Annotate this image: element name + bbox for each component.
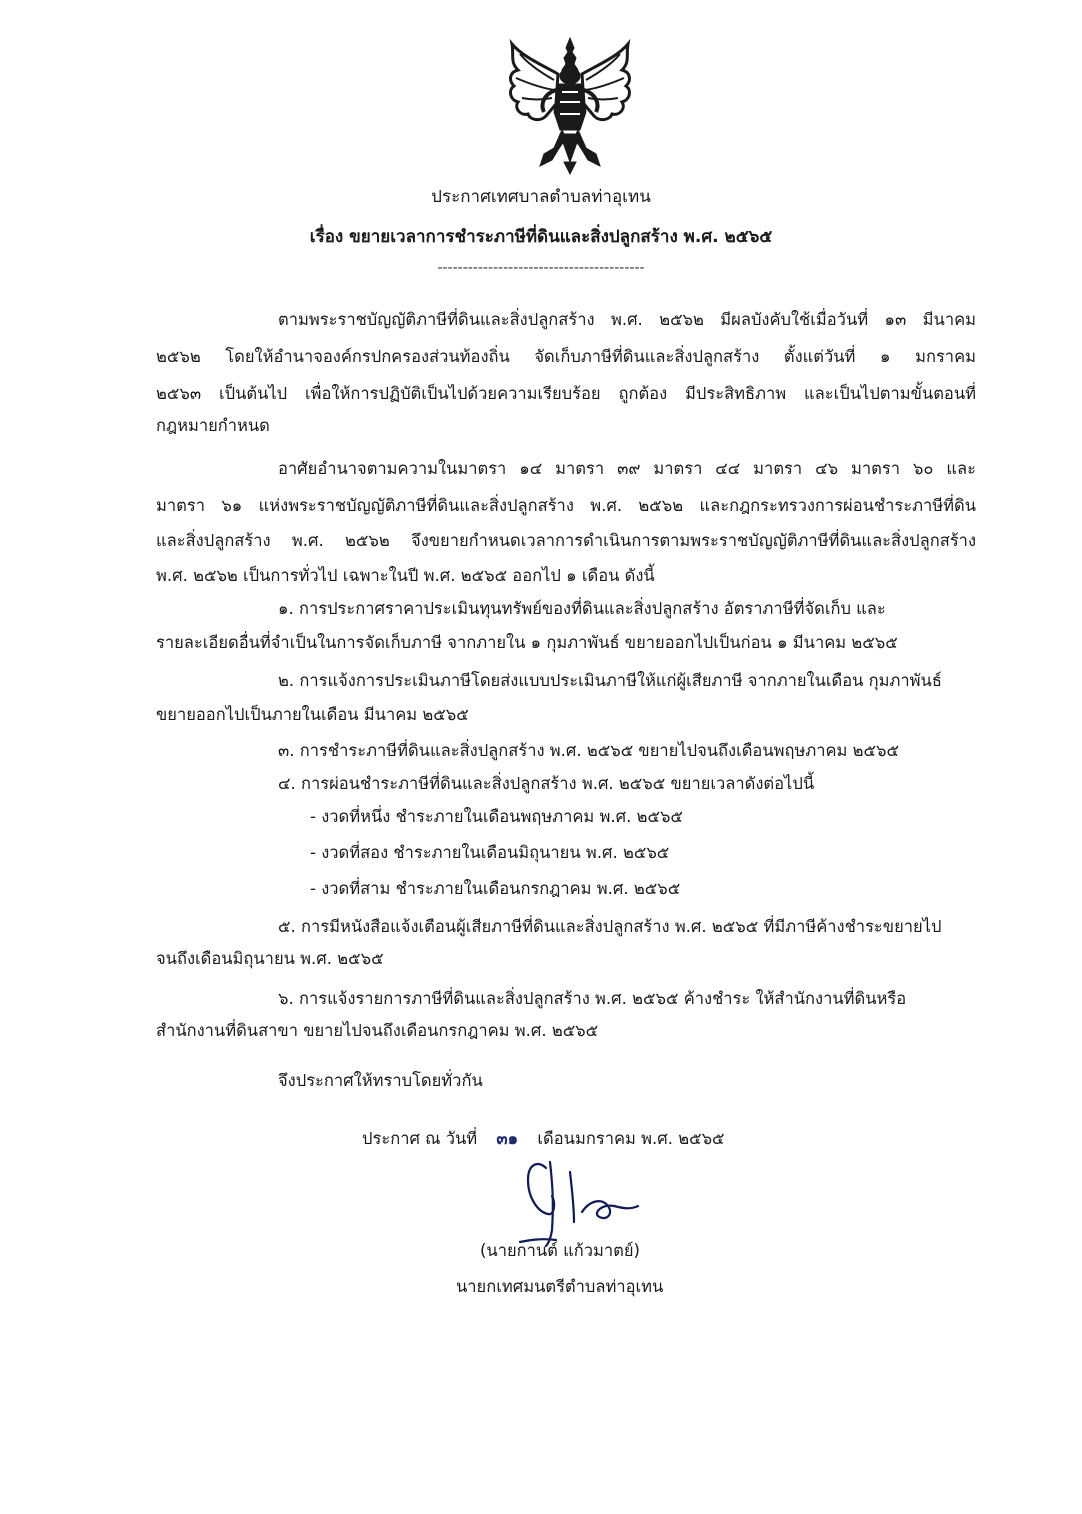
- paragraph-2-line-4: พ.ศ. ๒๕๖๒ เป็นการทั่วไป เฉพาะในปี พ.ศ. ๒๕๖๕ ออกไป ๑ เดือน ดังนี้: [156, 566, 655, 585]
- item-2-line-1: ๒. การแจ้งการประเมินภาษีโดยส่งแบบประเมินภาษีให้แก่ผู้เสียภาษี จากภายในเดือน กุมภาพันธ์: [278, 671, 942, 690]
- announcement-subject: เรื่อง ขยายเวลาการชำระภาษีที่ดินและสิ่งปลูกสร้าง พ.ศ. ๒๕๖๕: [309, 227, 773, 247]
- item-6-line-1: ๖. การแจ้งรายการภาษีที่ดินและสิ่งปลูกสร้าง พ.ศ. ๒๕๖๕ ค้างชำระ ให้สำนักงานที่ดินหรือ: [278, 989, 907, 1008]
- title-divider: -----------------------------------------: [437, 260, 645, 276]
- item-6-line-2: สำนักงานที่ดินสาขา ขยายไปจนถึงเดือนกรกฎาคม พ.ศ. ๒๕๖๕: [156, 1021, 599, 1040]
- installment-1: - งวดที่หนึ่ง ชำระภายในเดือนพฤษภาคม พ.ศ. ๒๕๖๕: [310, 807, 683, 826]
- item-5-line-2: จนถึงเดือนมิถุนายน พ.ศ. ๒๕๖๕: [156, 949, 384, 968]
- date-prefix: ประกาศ ณ วันที่: [362, 1129, 478, 1148]
- installment-3: - งวดที่สาม ชำระภายในเดือนกรกฎาคม พ.ศ. ๒๕๖๕: [310, 879, 681, 898]
- paragraph-1-line-1: ตามพระราชบัญญัติภาษีที่ดินและสิ่งปลูกสร้าง พ.ศ. ๒๕๖๒ มีผลบังคับใช้เมื่อวันที่ ๑๓ มีนาคม: [278, 310, 976, 329]
- announcement-title: ประกาศเทศบาลตำบลท่าอุเทน: [431, 187, 651, 207]
- paragraph-2-line-1: อาศัยอำนาจตามความในมาตรา ๑๔ มาตรา ๓๙ มาตรา ๔๔ มาตรา ๔๖ มาตรา ๖๐ และ: [278, 459, 976, 478]
- item-2-line-2: ขยายออกไปเป็นภายในเดือน มีนาคม ๒๕๖๕: [156, 705, 469, 724]
- signer-name: (นายกานต์ แก้วมาตย์): [480, 1241, 640, 1260]
- item-3: ๓. การชำระภาษีที่ดินและสิ่งปลูกสร้าง พ.ศ. ๒๕๖๕ ขยายไปจนถึงเดือนพฤษภาคม ๒๕๖๕: [278, 741, 899, 760]
- item-1-line-1: ๑. การประกาศราคาประเมินทุนทรัพย์ของที่ดินและสิ่งปลูกสร้าง อัตราภาษีที่จัดเก็บ และ: [278, 599, 886, 618]
- paragraph-1-line-3: ๒๕๖๓ เป็นต้นไป เพื่อให้การปฏิบัติเป็นไปด้วยความเรียบร้อย ถูกต้อง มีประสิทธิภาพ และเป็นไปตามขั้นตอนที่: [156, 384, 976, 403]
- paragraph-1-line-2: ๒๕๖๒ โดยให้อำนาจองค์กรปกครองส่วนท้องถิ่น จัดเก็บภาษีที่ดินและสิ่งปลูกสร้าง ตั้งแต่วันที่ ๑ มกราคม: [156, 347, 976, 366]
- date-suffix: เดือนมกราคม พ.ศ. ๒๕๖๕: [537, 1129, 725, 1148]
- date-day: ๓๑: [496, 1129, 519, 1148]
- handwritten-signature: [490, 1150, 650, 1250]
- item-1-line-2: รายละเอียดอื่นที่จำเป็นในการจัดเก็บภาษี จากภายใน ๑ กุมภาพันธ์ ขยายออกไปเป็นก่อน ๑ มีนาคม ๒๕๖๕: [156, 633, 898, 652]
- item-4: ๔. การผ่อนชำระภาษีที่ดินและสิ่งปลูกสร้าง พ.ศ. ๒๕๖๕ ขยายเวลาดังต่อไปนี้: [278, 774, 815, 793]
- garuda-emblem-icon: [500, 34, 640, 176]
- announcement-date: [362, 1128, 725, 1150]
- paragraph-2-line-3: และสิ่งปลูกสร้าง พ.ศ. ๒๕๖๒ จึงขยายกำหนดเวลาการดำเนินการตามพระราชบัญญัติภาษีที่ดินและสิ่งปลูกสร้าง: [156, 531, 976, 550]
- paragraph-2-line-2: มาตรา ๖๑ แห่งพระราชบัญญัติภาษีที่ดินและสิ่งปลูกสร้าง พ.ศ. ๒๕๖๒ และกฎกระทรวงการผ่อนชำระภาษีที่ดิน: [156, 496, 976, 515]
- paragraph-1-line-4: กฎหมายกำหนด: [156, 416, 270, 435]
- closing-statement: จึงประกาศให้ทราบโดยทั่วกัน: [278, 1071, 483, 1090]
- installment-2: - งวดที่สอง ชำระภายในเดือนมิถุนายน พ.ศ. ๒๕๖๕: [310, 843, 670, 862]
- item-5-line-1: ๕. การมีหนังสือแจ้งเตือนผู้เสียภาษีที่ดินและสิ่งปลูกสร้าง พ.ศ. ๒๕๖๕ ที่มีภาษีค้างชำระขยายไป: [278, 917, 942, 936]
- signer-position: นายกเทศมนตรีตำบลท่าอุเทน: [456, 1277, 664, 1296]
